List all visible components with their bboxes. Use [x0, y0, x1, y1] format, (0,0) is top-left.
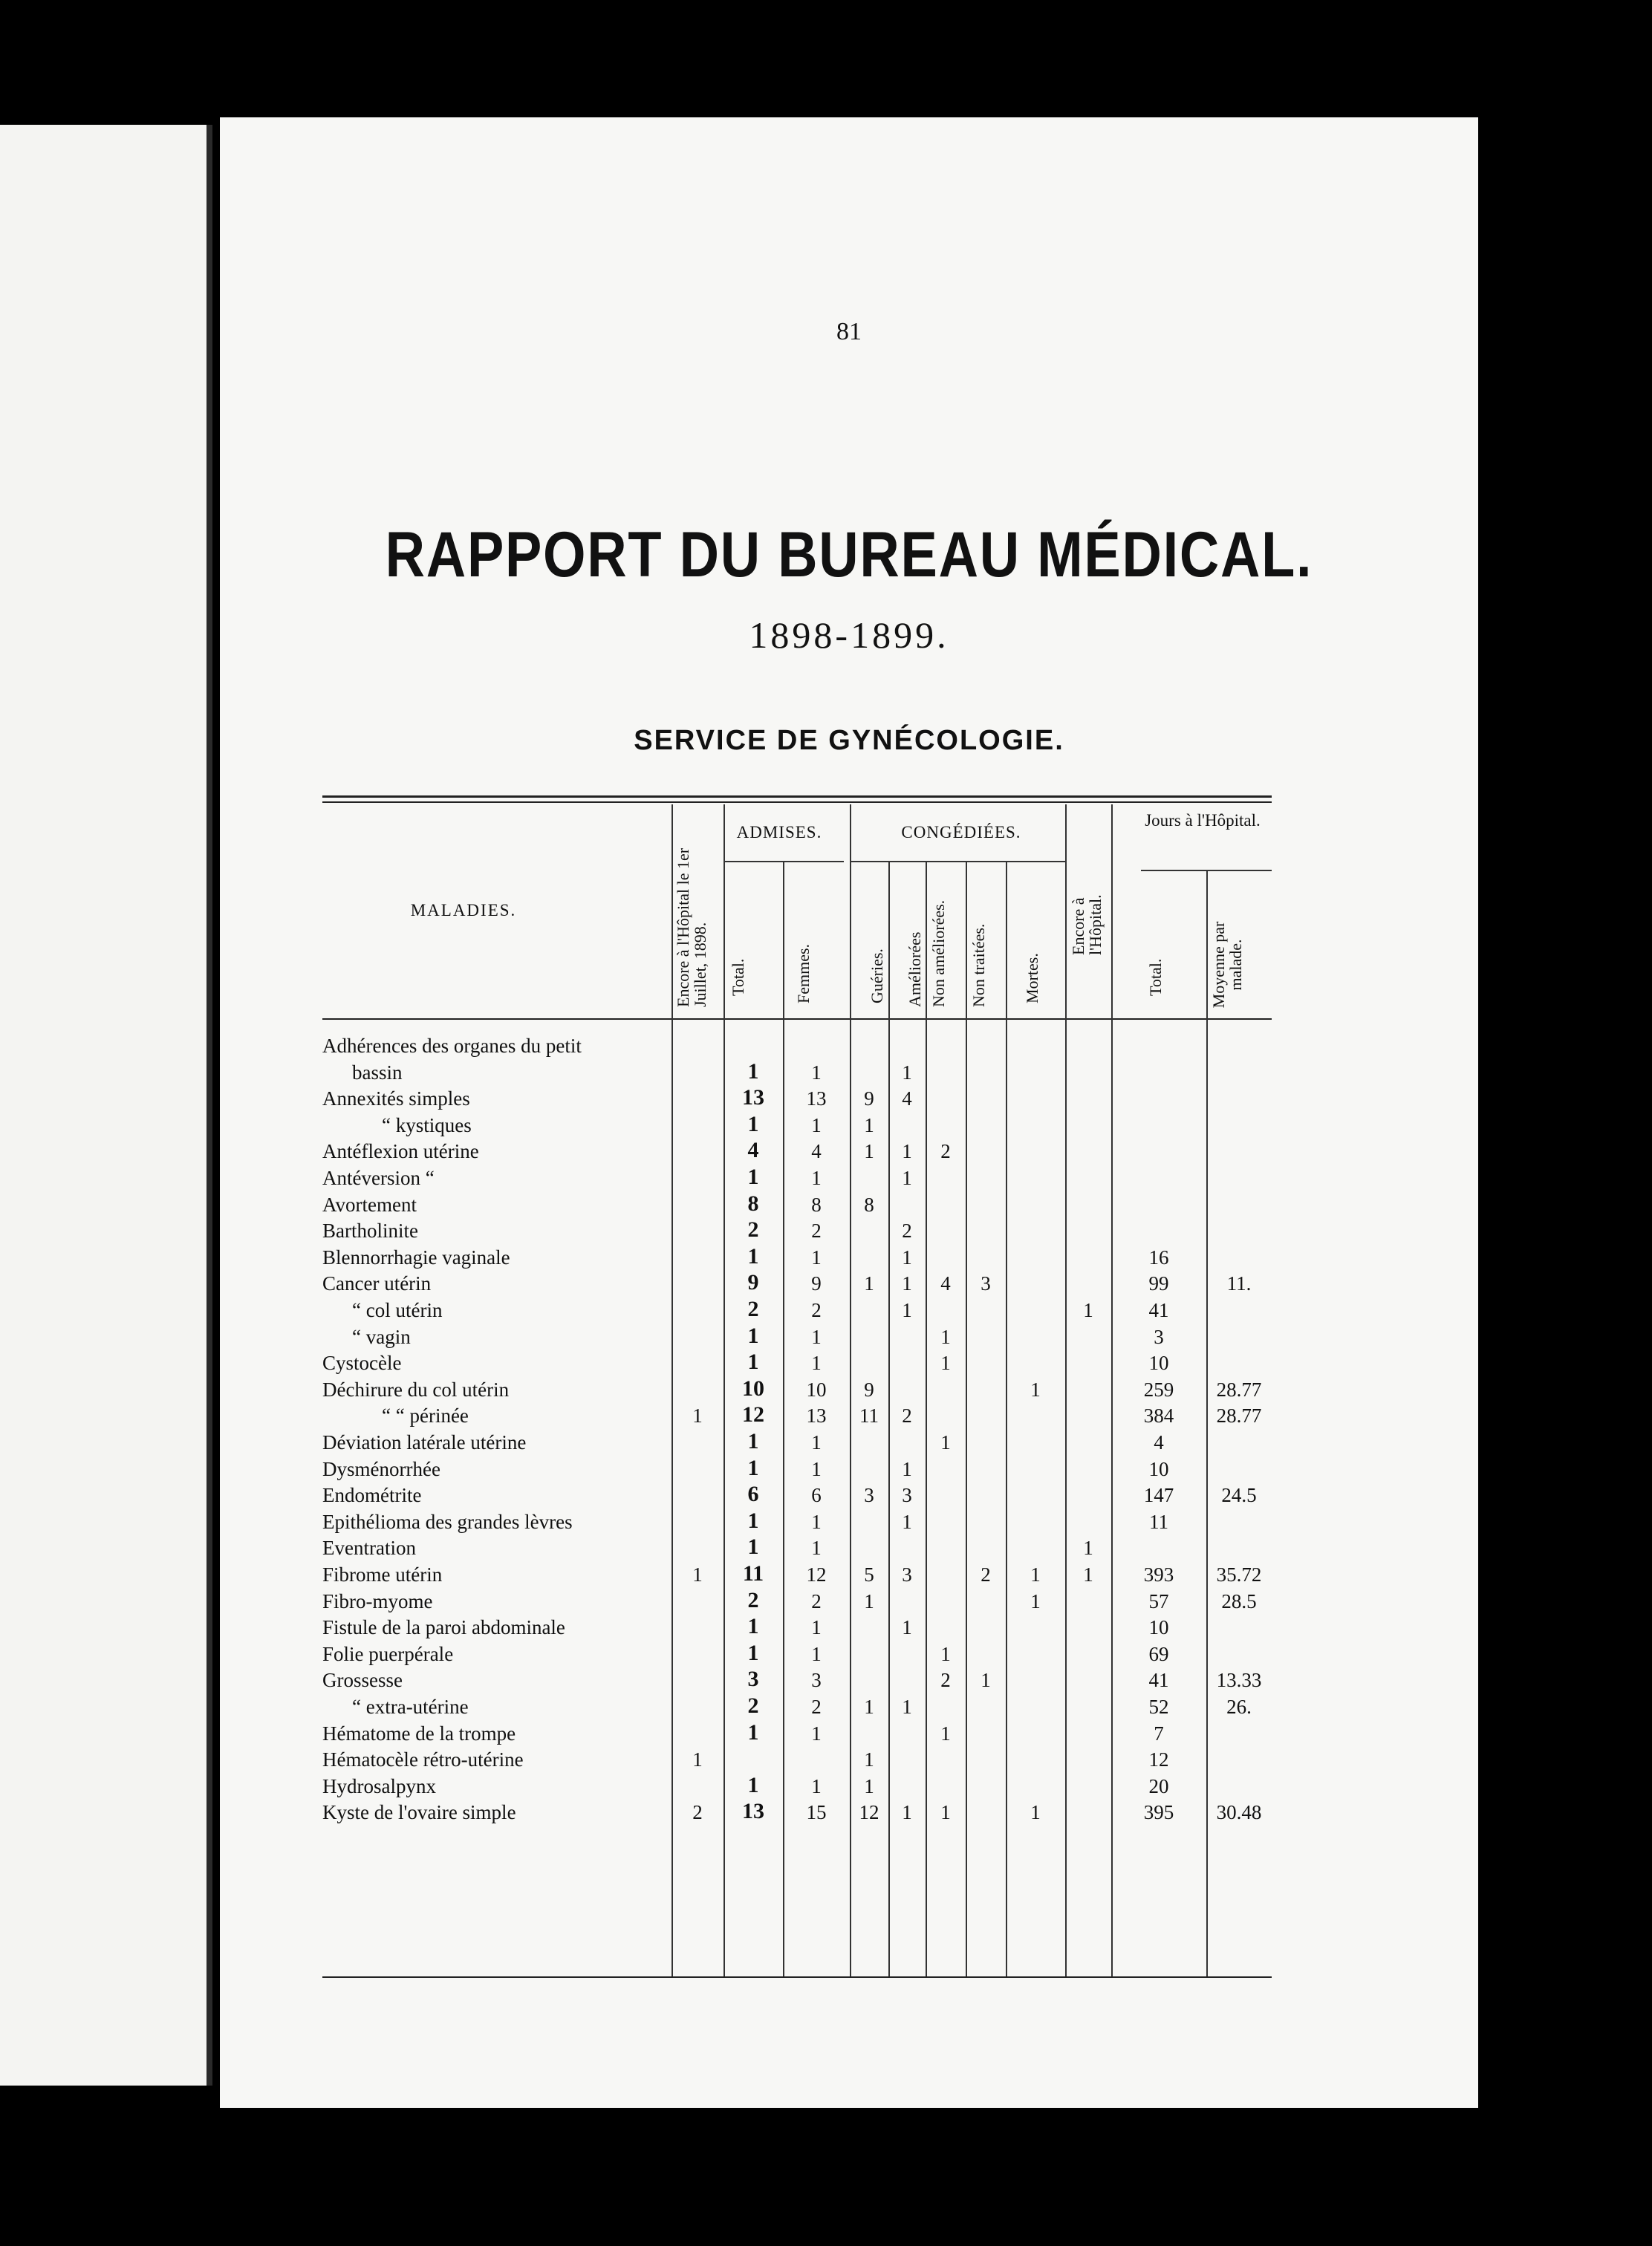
- cell-jours: 393: [1143, 1563, 1174, 1586]
- cell-mortes: 1: [1030, 1589, 1041, 1612]
- cell-femmes: 1: [811, 1431, 822, 1454]
- cell-total: 2: [747, 1217, 759, 1243]
- row-label: Annexités simples: [322, 1087, 470, 1110]
- cell-jours: 7: [1154, 1722, 1164, 1745]
- table-row: [322, 1693, 1272, 1722]
- cell-total: 1: [747, 1534, 759, 1560]
- row-label: Fistule de la paroi abdominale: [322, 1616, 565, 1639]
- cell-total: 11: [742, 1561, 764, 1586]
- cell-jours: 384: [1143, 1404, 1174, 1428]
- row-label: Cancer utérin: [322, 1272, 432, 1295]
- row-label: Dysménorrhée: [322, 1457, 440, 1480]
- cell-mortes: 1: [1030, 1563, 1041, 1586]
- table-row: [322, 1352, 1272, 1378]
- cell-non_amel: 1: [940, 1722, 951, 1745]
- cell-ameliorees: 1: [902, 1510, 912, 1533]
- table-row: [322, 1217, 1272, 1246]
- table-row: [322, 1035, 1272, 1061]
- cell-total: 13: [742, 1085, 764, 1110]
- cell-mortes: 1: [1030, 1801, 1041, 1824]
- cell-jours: 41: [1148, 1669, 1169, 1692]
- cell-moyenne: 28.77: [1216, 1378, 1262, 1401]
- table-row: [322, 1455, 1272, 1484]
- cell-encore: 1: [692, 1563, 703, 1586]
- table-row: [322, 1801, 1272, 1827]
- cell-gueries: 3: [864, 1484, 874, 1507]
- table-row: [322, 1140, 1272, 1166]
- cell-non_amel: 2: [940, 1140, 951, 1163]
- table-row: [322, 1087, 1272, 1113]
- cell-gueries: 11: [859, 1404, 879, 1428]
- table-row: [322, 1484, 1272, 1510]
- cell-encore: 1: [692, 1748, 703, 1771]
- header-gueries: Guéries.: [868, 948, 886, 1003]
- header-non-traitees: Non traitées.: [969, 923, 988, 1007]
- cell-moyenne: 28.5: [1221, 1589, 1257, 1612]
- cell-femmes: 8: [811, 1193, 822, 1216]
- cell-jours: 20: [1148, 1774, 1169, 1797]
- cell-total: 1: [747, 1165, 759, 1189]
- page-title: RAPPORT DU BUREAU MÉDICAL.: [385, 519, 1313, 590]
- cell-mortes: 1: [1030, 1378, 1041, 1401]
- cell-femmes: 2: [811, 1589, 822, 1612]
- cell-femmes: 6: [811, 1484, 822, 1507]
- cell-gueries: 1: [864, 1272, 874, 1295]
- cell-ameliorees: 4: [902, 1087, 912, 1110]
- cell-gueries: 9: [864, 1378, 874, 1401]
- row-label: Fibro-myome: [322, 1589, 433, 1612]
- cell-ameliorees: 1: [902, 1299, 912, 1321]
- row-label: Hématome de la trompe: [322, 1722, 516, 1745]
- cell-femmes: 1: [811, 1167, 822, 1189]
- cell-total: 1: [747, 1243, 759, 1269]
- cell-total: 1: [747, 1058, 759, 1084]
- table-top-rule-2: [322, 801, 1272, 803]
- cell-femmes: 9: [811, 1272, 822, 1295]
- row-label: Grossesse: [322, 1669, 403, 1692]
- cell-femmes: 1: [811, 1352, 822, 1375]
- header-admises-total: Total.: [729, 958, 747, 996]
- row-label: “ col utérin: [352, 1299, 443, 1321]
- header-mortes: Mortes.: [1023, 953, 1041, 1003]
- cell-jours: 147: [1143, 1484, 1174, 1507]
- cell-femmes: 2: [811, 1696, 822, 1718]
- table-bottom-rule: [322, 1976, 1272, 1978]
- cell-femmes: 15: [806, 1801, 827, 1824]
- cell-non_amel: 1: [940, 1431, 951, 1454]
- header-moyenne: Moyenne par malade.: [1209, 921, 1246, 1009]
- cell-total: 1: [747, 1111, 759, 1136]
- row-label: Avortement: [322, 1193, 417, 1216]
- cell-jours: 3: [1154, 1325, 1164, 1348]
- cell-jours: 10: [1148, 1352, 1169, 1375]
- cell-encore: 2: [692, 1801, 703, 1824]
- cell-non_amel: 1: [940, 1642, 951, 1665]
- cell-non_trait: 2: [981, 1563, 991, 1586]
- cell-jours: 52: [1148, 1696, 1169, 1718]
- cell-jours: 259: [1143, 1378, 1174, 1401]
- table-row: [322, 1669, 1272, 1695]
- cell-total: 8: [747, 1191, 759, 1216]
- cell-gueries: 1: [864, 1696, 874, 1718]
- cell-total: 1: [747, 1614, 759, 1639]
- cell-total: 1: [747, 1429, 759, 1454]
- cell-femmes: 1: [811, 1113, 822, 1136]
- cell-non_amel: 1: [940, 1325, 951, 1348]
- table-row: [322, 1719, 1272, 1748]
- cell-femmes: 1: [811, 1537, 822, 1560]
- row-label: Déchirure du col utérin: [322, 1378, 510, 1401]
- cell-femmes: 2: [811, 1299, 822, 1321]
- cell-gueries: 8: [864, 1193, 874, 1216]
- table-row: [322, 1323, 1272, 1352]
- cell-moyenne: 28.77: [1216, 1404, 1262, 1428]
- table-row: [322, 1616, 1272, 1642]
- cell-jours: 99: [1148, 1272, 1169, 1295]
- table-row: [322, 1640, 1272, 1669]
- header-maladies: MALADIES.: [410, 901, 517, 919]
- cell-encore2: 1: [1083, 1537, 1093, 1560]
- report-years: 1898-1899.: [749, 614, 949, 656]
- row-label: “ extra-utérine: [352, 1696, 469, 1718]
- cell-total: 6: [747, 1482, 759, 1507]
- cell-total: 1: [747, 1508, 759, 1533]
- header-encore-1: Encore à l'Hôpital le 1er Juillet, 1898.: [674, 847, 710, 1007]
- header-admises: ADMISES.: [736, 823, 822, 842]
- cell-jours: 41: [1148, 1299, 1169, 1321]
- cell-femmes: 10: [806, 1378, 827, 1401]
- table-row: [322, 1167, 1272, 1193]
- cell-non_trait: 3: [981, 1272, 991, 1295]
- row-label: Fibrome utérin: [322, 1563, 443, 1586]
- cell-jours: 16: [1148, 1246, 1169, 1269]
- cell-ameliorees: 2: [902, 1220, 912, 1243]
- cell-total: 1: [747, 1640, 759, 1665]
- cell-total: 4: [747, 1138, 759, 1163]
- table-row: [322, 1587, 1272, 1616]
- row-label: Hydrosalpynx: [322, 1774, 436, 1797]
- cell-total: 1: [747, 1323, 759, 1348]
- cell-encore2: 1: [1083, 1563, 1093, 1586]
- cell-ameliorees: 3: [902, 1563, 912, 1586]
- cell-moyenne: 13.33: [1216, 1669, 1262, 1692]
- cell-ameliorees: 1: [902, 1272, 912, 1295]
- cell-total: 1: [747, 1455, 759, 1480]
- service-title: SERVICE DE GYNÉCOLOGIE.: [634, 725, 1064, 756]
- cell-ameliorees: 1: [902, 1246, 912, 1269]
- document-page: [220, 117, 1478, 2108]
- cell-femmes: 2: [811, 1220, 822, 1243]
- row-label: Hématocèle rétro-utérine: [322, 1748, 524, 1771]
- cell-moyenne: 24.5: [1221, 1484, 1257, 1507]
- cell-jours: 11: [1149, 1510, 1168, 1533]
- cell-total: 1: [747, 1772, 759, 1797]
- cell-gueries: 9: [864, 1087, 874, 1110]
- cell-femmes: 4: [811, 1140, 822, 1163]
- cell-non_amel: 4: [940, 1272, 951, 1295]
- header-congediees: CONGÉDIÉES.: [901, 823, 1021, 842]
- cell-gueries: 1: [864, 1589, 874, 1612]
- cell-femmes: 1: [811, 1246, 822, 1269]
- cell-moyenne: 11.: [1226, 1272, 1252, 1295]
- cell-femmes: 1: [811, 1457, 822, 1480]
- cell-moyenne: 30.48: [1216, 1801, 1262, 1824]
- cell-total: 10: [742, 1376, 764, 1401]
- row-label: Endométrite: [322, 1484, 422, 1507]
- cell-total: 1: [747, 1350, 759, 1375]
- table-row: [322, 1378, 1272, 1404]
- cell-total: 3: [747, 1667, 759, 1692]
- cell-total: 2: [747, 1693, 759, 1718]
- cell-total: 2: [747, 1587, 759, 1612]
- cell-total: 13: [742, 1799, 764, 1824]
- cell-femmes: 1: [811, 1510, 822, 1533]
- cell-moyenne: 35.72: [1216, 1563, 1262, 1586]
- cell-encore: 1: [692, 1404, 703, 1428]
- cell-gueries: 5: [864, 1563, 874, 1586]
- header-encore-2: Encore à l'Hôpital.: [1069, 894, 1105, 955]
- header-jours-total: Total.: [1146, 958, 1165, 996]
- table-row: [322, 1111, 1272, 1140]
- header-ameliorees: Améliorées: [905, 931, 924, 1007]
- row-label: Bartholinite: [322, 1220, 418, 1243]
- cell-femmes: 3: [811, 1669, 822, 1692]
- congediees-group-rule: [850, 861, 1065, 862]
- cell-gueries: 12: [859, 1801, 879, 1824]
- cell-total: 9: [747, 1270, 759, 1295]
- cell-encore2: 1: [1083, 1299, 1093, 1321]
- cell-femmes: 1: [811, 1325, 822, 1348]
- table-row: [322, 1431, 1272, 1457]
- cell-ameliorees: 1: [902, 1616, 912, 1639]
- cell-gueries: 1: [864, 1774, 874, 1797]
- cell-jours: 10: [1148, 1616, 1169, 1639]
- cell-jours: 10: [1148, 1457, 1169, 1480]
- table-row: [322, 1404, 1272, 1430]
- table-row: [322, 1772, 1272, 1801]
- row-label: “ vagin: [352, 1325, 411, 1348]
- row-label: Adhérences des organes du petit: [322, 1035, 582, 1057]
- cell-ameliorees: 1: [902, 1061, 912, 1084]
- page-gutter: [206, 125, 212, 2086]
- header-admises-femmes: Femmes.: [794, 943, 813, 1003]
- cell-total: 2: [747, 1297, 759, 1321]
- table-row: [322, 1272, 1272, 1298]
- cell-moyenne: 26.: [1226, 1696, 1252, 1718]
- statistics-table: [322, 795, 1490, 1976]
- row-label: Antéflexion utérine: [322, 1140, 479, 1163]
- cell-femmes: 1: [811, 1722, 822, 1745]
- cell-femmes: 1: [811, 1061, 822, 1084]
- table-row: [322, 1058, 1272, 1087]
- cell-gueries: 1: [864, 1113, 874, 1136]
- header-bottom-rule: [322, 1018, 1272, 1020]
- row-label: Déviation latérale utérine: [322, 1431, 527, 1454]
- cell-non_amel: 1: [940, 1801, 951, 1824]
- admises-group-rule: [725, 861, 844, 862]
- table-row: [322, 1243, 1272, 1272]
- row-label: “ “ périnée: [382, 1404, 469, 1428]
- cell-jours: 4: [1154, 1431, 1164, 1454]
- cell-gueries: 1: [864, 1748, 874, 1771]
- row-label: Eventration: [322, 1537, 416, 1560]
- cell-total: 1: [747, 1719, 759, 1745]
- table-row: [322, 1563, 1272, 1589]
- row-label: Folie puerpérale: [322, 1642, 454, 1665]
- cell-ameliorees: 1: [902, 1140, 912, 1163]
- cell-femmes: 1: [811, 1774, 822, 1797]
- table-row: [322, 1508, 1272, 1537]
- cell-femmes: 13: [806, 1404, 827, 1428]
- row-label: Kyste de l'ovaire simple: [322, 1801, 516, 1824]
- page-number: 81: [836, 318, 862, 345]
- table-row: [322, 1748, 1272, 1774]
- row-label: bassin: [352, 1061, 403, 1084]
- cell-ameliorees: 1: [902, 1696, 912, 1718]
- header-jours: Jours à l'Hôpital.: [1145, 811, 1261, 830]
- cell-ameliorees: 2: [902, 1404, 912, 1428]
- cell-ameliorees: 1: [902, 1801, 912, 1824]
- cell-ameliorees: 1: [902, 1457, 912, 1480]
- cell-jours: 395: [1143, 1801, 1174, 1824]
- table-row: [322, 1191, 1272, 1220]
- cell-jours: 69: [1148, 1642, 1169, 1665]
- table-top-rule: [322, 795, 1272, 798]
- cell-femmes: 1: [811, 1642, 822, 1665]
- cell-non_trait: 1: [981, 1669, 991, 1692]
- cell-femmes: 13: [806, 1087, 827, 1110]
- row-label: Blennorrhagie vaginale: [322, 1246, 510, 1269]
- cell-jours: 57: [1148, 1589, 1169, 1612]
- cell-total: 12: [742, 1402, 764, 1428]
- table-row: [322, 1534, 1272, 1563]
- cell-ameliorees: 1: [902, 1167, 912, 1189]
- cell-non_amel: 2: [940, 1669, 951, 1692]
- row-label: Epithélioma des grandes lèvres: [322, 1510, 573, 1533]
- table-row: [322, 1299, 1272, 1325]
- cell-femmes: 12: [806, 1563, 827, 1586]
- left-page-edge: [0, 125, 212, 2086]
- row-label: Antéversion “: [322, 1167, 435, 1189]
- row-label: Cystocèle: [322, 1352, 402, 1375]
- cell-ameliorees: 3: [902, 1484, 912, 1507]
- row-label: “ kystiques: [382, 1113, 472, 1136]
- cell-non_amel: 1: [940, 1352, 951, 1375]
- cell-jours: 12: [1148, 1748, 1169, 1771]
- header-non-ameliorees: Non améliorées.: [929, 899, 948, 1007]
- cell-gueries: 1: [864, 1140, 874, 1163]
- cell-femmes: 1: [811, 1616, 822, 1639]
